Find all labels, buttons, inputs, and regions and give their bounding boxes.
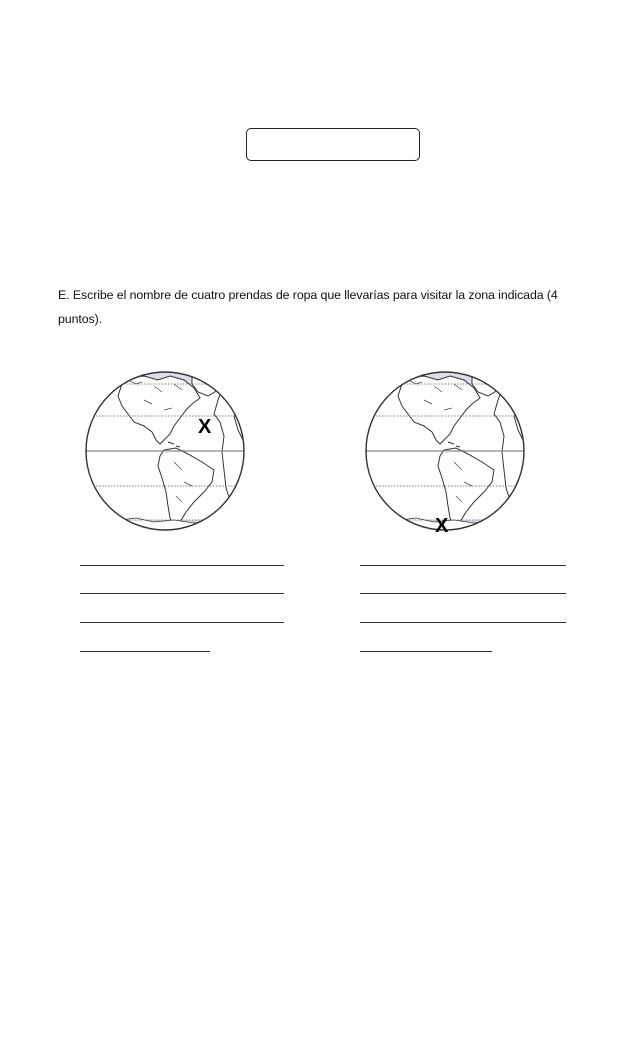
globe-right — [364, 370, 526, 537]
answer-line-left-1[interactable] — [80, 565, 284, 566]
answer-line-left-3[interactable] — [80, 622, 284, 623]
answer-line-left-2[interactable] — [80, 593, 284, 594]
globe-left — [84, 370, 246, 532]
exercise-instruction: E. Escribe el nombre de cuatro prendas de ropa que llevarías para visitar la zona indicada (4 puntos). — [58, 288, 558, 326]
answer-line-left-4[interactable] — [80, 651, 210, 652]
globe-right-mark: X — [435, 515, 449, 537]
answer-line-right-1[interactable] — [360, 565, 566, 566]
name-box[interactable] — [246, 128, 420, 161]
answer-line-right-3[interactable] — [360, 622, 566, 623]
globe-left-mark: X — [198, 416, 212, 438]
answer-line-right-2[interactable] — [360, 593, 566, 594]
answer-line-right-4[interactable] — [360, 651, 492, 652]
